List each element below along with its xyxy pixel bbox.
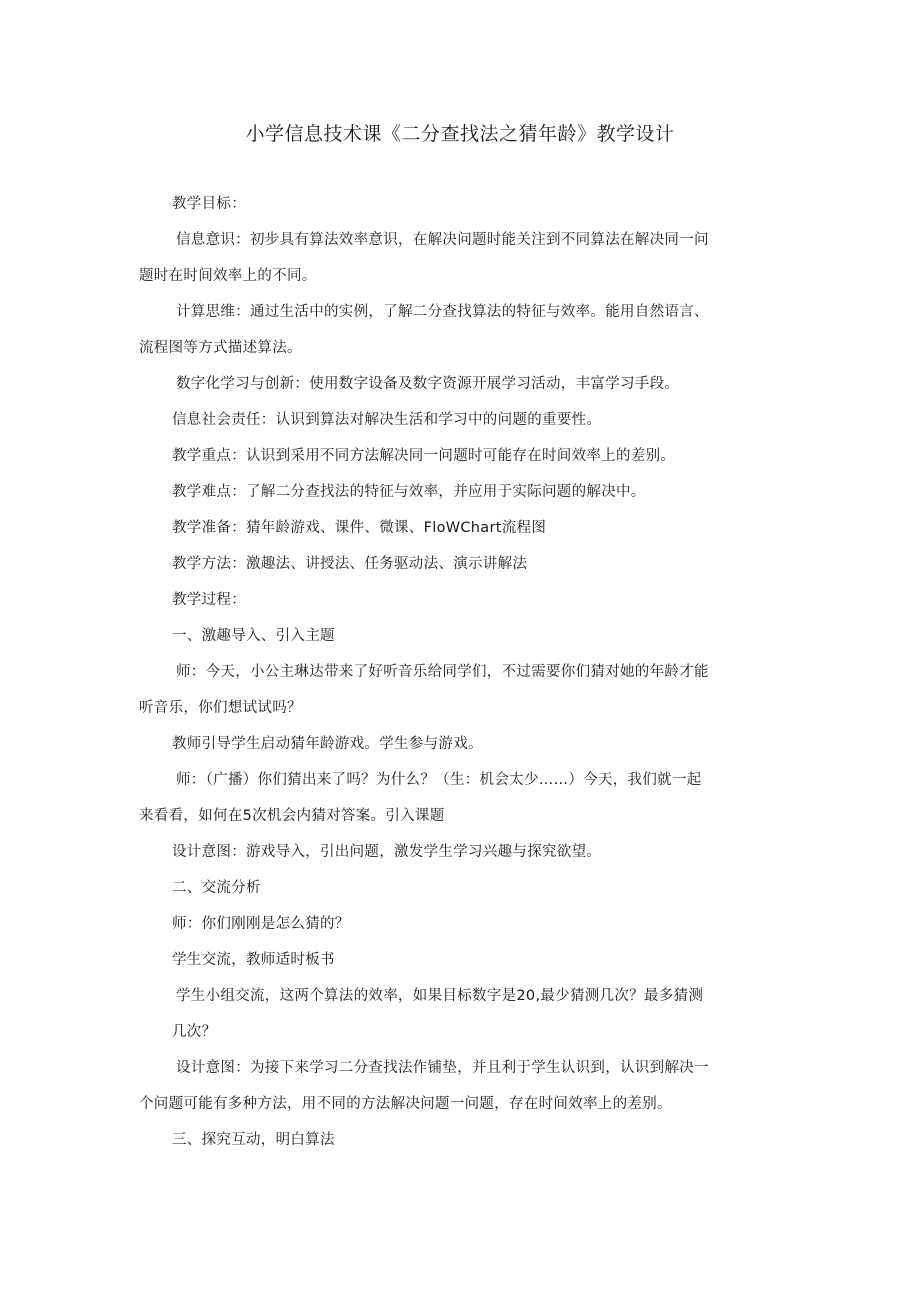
paragraph-line: 教学重点：认识到采用不同方法解决同一问题时可能存在时间效率上的差别。 bbox=[172, 448, 676, 464]
paragraph-line: 教学准备：猜年龄游戏、课件、微课、FloWChart流程图 bbox=[172, 520, 547, 536]
paragraph-line: 教学难点：了解二分查找法的特征与效率，并应用于实际问题的解决中。 bbox=[172, 484, 646, 500]
paragraph-line: 二、交流分析 bbox=[172, 880, 261, 896]
paragraph-line: 三、探究互动，明白算法 bbox=[172, 1132, 335, 1148]
paragraph-line: 来看看，如何在5次机会内猜对答案。引入课题 bbox=[139, 808, 445, 824]
paragraph-line: 信息社会责任：认识到算法对解决生活和学习中的问题的重要性。 bbox=[172, 412, 602, 428]
paragraph-line: 教学方法：激趣法、讲授法、任务驱动法、演示讲解法 bbox=[172, 556, 528, 572]
document-body bbox=[139, 186, 799, 1158]
paragraph-line: 师：（广播）你们猜出来了吗？为什么？（生：机会太少……）今天，我们就一起 bbox=[176, 772, 702, 788]
paragraph-line: 一、激趣导入、引入主题 bbox=[172, 628, 335, 644]
paragraph-line: 数字化学习与创新：使用数字设备及数字资源开展学习活动，丰富学习手段。 bbox=[176, 376, 680, 392]
paragraph-line: 学生小组交流，这两个算法的效率，如果目标数字是20,最少猜测几次？最多猜测 bbox=[176, 988, 704, 1004]
paragraph-line: 师：今天，小公主琳达带来了好听音乐给同学们，不过需要你们猜对她的年龄才能 bbox=[176, 664, 709, 680]
paragraph-line: 师：你们刚刚是怎么猜的？ bbox=[172, 916, 350, 932]
paragraph-line: 题时在时间效率上的不同。 bbox=[139, 268, 317, 284]
paragraph-line: 教学目标： bbox=[172, 196, 246, 212]
paragraph-line: 学生交流，教师适时板书 bbox=[172, 952, 335, 968]
paragraph-line: 个问题可能有多种方法，用不同的方法解决问题一问题，存在时间效率上的差别。 bbox=[139, 1096, 672, 1112]
paragraph-line: 计算思维：通过生活中的实例，了解二分查找算法的特征与效率。能用自然语言、 bbox=[176, 304, 709, 320]
paragraph-line: 几次？ bbox=[172, 1024, 217, 1040]
paragraph-line: 设计意图：为接下来学习二分查找法作铺垫，并且利于学生认识到，认识到解决一 bbox=[176, 1060, 709, 1076]
paragraph-line: 流程图等方式描述算法。 bbox=[139, 340, 302, 356]
paragraph-line: 听音乐，你们想试试吗？ bbox=[139, 700, 302, 716]
paragraph-line: 信息意识：初步具有算法效率意识，在解决问题时能关注到不同算法在解决同一问 bbox=[176, 232, 709, 248]
document-title: 小学信息技术课《二分查找法之猜年龄》教学设计 bbox=[245, 123, 675, 145]
paragraph-line: 教师引导学生启动猜年龄游戏。学生参与游戏。 bbox=[172, 736, 483, 752]
paragraph-line: 设计意图：游戏导入，引出问题，激发学生学习兴趣与探究欲望。 bbox=[172, 844, 602, 860]
paragraph-line: 教学过程： bbox=[172, 592, 246, 608]
